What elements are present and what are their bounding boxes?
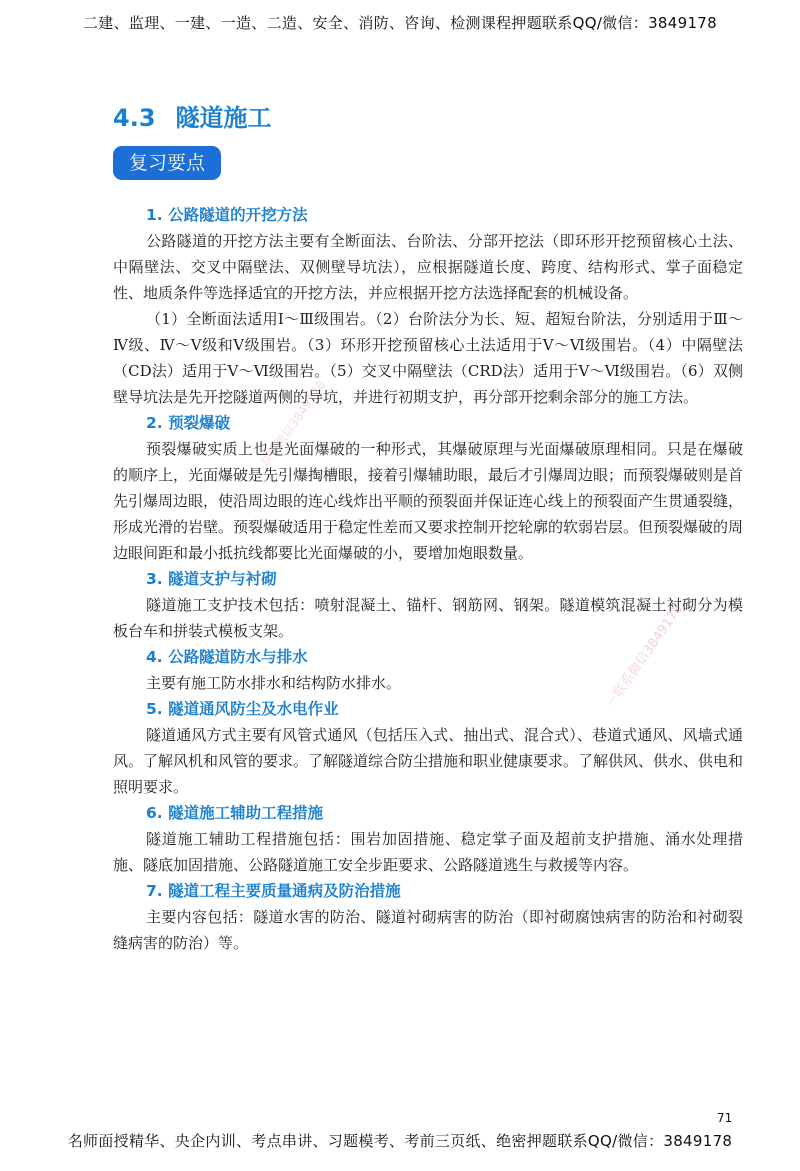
item-paragraph: 主要内容包括：隧道水害的防治、隧道衬砌病害的防治（即衬砌腐蚀病害的防治和衬砌裂缝病害的防治）等。 [113,908,743,952]
item-heading-6: 6. 隧道施工辅助工程措施 [146,804,324,822]
section-number: 4.3 [113,104,156,132]
item-heading-7: 7. 隧道工程主要质量通病及防治措施 [146,882,401,900]
item-heading-3: 3. 隧道支护与衬砌 [146,570,277,588]
item-paragraph: 主要有施工防水排水和结构防水排水。 [146,674,402,692]
page-number: 71 [717,1111,733,1125]
item-heading-1: 1. 公路隧道的开挖方法 [146,206,308,224]
item-paragraph: 隧道施工辅助工程措施包括：围岩加固措施、稳定掌子面及超前支护措施、涌水处理措施、隧底加固措施、公路隧道施工安全步距要求、公路隧道逃生与救援等内容。 [113,830,743,874]
item-paragraph: 隧道施工支护技术包括：喷射混凝土、锚杆、钢筋网、钢架。隧道模筑混凝土衬砌分为模板台车和拼装式模板支架。 [113,596,743,640]
item-paragraph: 隧道通风方式主要有风管式通风（包括压入式、抽出式、混合式）、巷道式通风、风墙式通风。了解风机和风管的要求。了解隧道综合防尘措施和职业健康要求。了解供风、供水、供电和照明要求。 [113,726,744,796]
section-title: 隧道施工 [175,104,272,132]
item-heading-5: 5. 隧道通风防尘及水电作业 [146,700,339,718]
item-paragraph: （1）全断面法适用Ⅰ～Ⅲ级围岩。（2）台阶法分为长、短、超短台阶法，分别适用于Ⅲ～Ⅳ级、Ⅳ～Ⅴ级和Ⅴ级围岩。（3）环形开挖预留核心土法适用于Ⅴ～Ⅵ级围岩。（4）中隔壁法（CD法）适用于Ⅴ～Ⅵ级围岩。（5）交叉中隔壁法（CRD法）适用于Ⅴ～Ⅵ级围岩。（6）双侧壁导坑法是先开挖隧道两侧的导坑，并进行初期支护，再分部开挖剩余部分的施工方法。 [113,310,743,406]
content-body [113,202,743,956]
item-heading-2: 2. 预裂爆破 [146,414,231,432]
watermark: 一联系微信3849178 [251,378,329,480]
bottom-banner: 名师面授精华、央企内训、考点串讲、习题模考、考前三页纸、绝密押题联系QQ/微信：3849178 [67,1132,733,1150]
review-points-badge: 复习要点 [113,146,221,180]
top-banner: 二建、监理、一建、一造、二造、安全、消防、咨询、检测课程押题联系QQ/微信：3849178 [83,14,717,32]
section-heading [113,98,272,133]
watermark: 一联系微信3849178 [603,601,687,711]
item-heading-4: 4. 公路隧道防水与排水 [146,648,308,666]
item-paragraph: 预裂爆破实质上也是光面爆破的一种形式，其爆破原理与光面爆破原理相同。只是在爆破的顺序上，光面爆破是先引爆掏槽眼，接着引爆辅助眼，最后才引爆周边眼；而预裂爆破则是首先引爆周边眼，使沿周边眼的连心线炸出平顺的预裂面并保证连心线上的预裂面产生贯通裂缝，形成光滑的岩壁。预裂爆破适用于稳定性差而又要求控制开挖轮廓的软弱岩层。但预裂爆破的周边眼间距和最小抵抗线都要比光面爆破的小，要增加炮眼数量。 [113,440,744,562]
item-paragraph: 公路隧道的开挖方法主要有全断面法、台阶法、分部开挖法（即环形开挖预留核心土法、中隔壁法、交叉中隔壁法、双侧壁导坑法），应根据隧道长度、跨度、结构形式、掌子面稳定性、地质条件等选择适宜的开挖方法，并应根据开挖方法选择配套的机械设备。 [113,232,743,302]
